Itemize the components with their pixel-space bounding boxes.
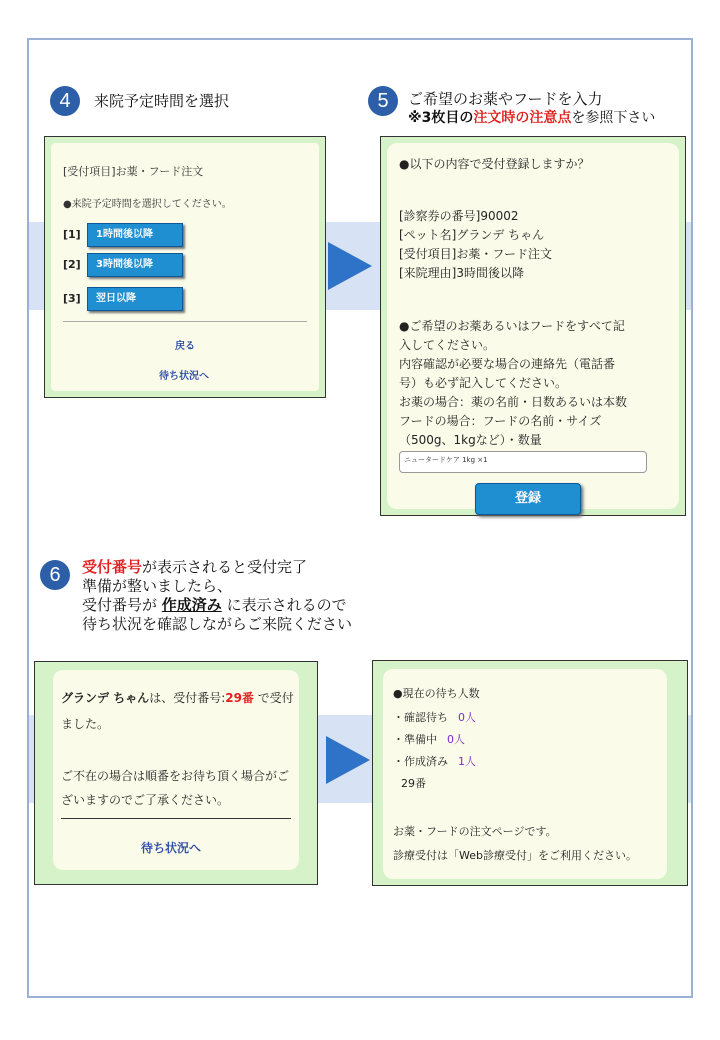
time-option-2-button[interactable]: 3時間後以降 xyxy=(87,253,183,277)
step-4-badge: 4 xyxy=(50,86,80,116)
footer-note-1: お薬・フードの注文ページです。 xyxy=(393,825,557,838)
order-confirm-screen xyxy=(380,136,686,516)
step-6-line3-a: 受付番号が xyxy=(82,596,162,614)
absence-note-1: ご不在の場合は順番をお待ち頂く場合がご xyxy=(61,769,290,783)
reception-complete-screen xyxy=(34,661,318,885)
absence-note-2: ざいますのでご了承ください。 xyxy=(61,793,230,807)
info-card-number: [診察券の番号]90002 xyxy=(399,209,519,223)
step-6-made-label: 作成済み xyxy=(161,596,222,614)
info-pet-name: [ペット名]グランデ ちゃん xyxy=(399,228,545,242)
status-label: ・確認待ち xyxy=(393,711,448,724)
pet-name: グランデ ちゃん xyxy=(61,691,150,705)
status-row-confirm xyxy=(393,709,476,725)
step-6-line1 xyxy=(82,558,307,577)
wait-heading: ●現在の待ち人数 xyxy=(393,687,480,700)
wait-status-link[interactable]: 待ち状況へ xyxy=(141,841,202,855)
reception-text-2: で受付 xyxy=(253,691,294,705)
instruction-line: お薬の場合：薬の名前・日数あるいは本数 xyxy=(399,395,628,409)
reception-message-2: ました。 xyxy=(61,717,110,731)
status-label: ・準備中 xyxy=(393,733,437,746)
instruction-line: フードの場合：フードの名前・サイズ xyxy=(399,414,602,428)
time-option-2-num: [2] xyxy=(63,258,81,271)
reception-item-title: [受付項目]お薬・フード注文 xyxy=(63,165,204,178)
time-select-screen xyxy=(44,136,326,398)
instruction-line: 内容確認が必要な場合の連絡先（電話番 xyxy=(399,357,616,371)
time-select-prompt: ●来院予定時間を選択してください。 xyxy=(63,199,232,210)
step-6-line2: 準備が整いましたら、 xyxy=(82,577,233,595)
status-label: ・作成済み xyxy=(393,755,448,768)
wait-status-link[interactable]: 待ち状況へ xyxy=(159,371,209,382)
step-5-title: ご希望のお薬やフードを入力 xyxy=(408,90,603,108)
time-option-3-num: [3] xyxy=(63,292,81,305)
step-6-line4: 待ち状況を確認しながらご来院ください xyxy=(82,615,353,633)
step-6-number-label: 受付番号 xyxy=(82,558,143,576)
step-4-title: 来院予定時間を選択 xyxy=(94,92,230,110)
status-row-preparing xyxy=(393,731,465,747)
time-option-1-num: [1] xyxy=(63,228,81,241)
time-option-3 xyxy=(63,287,183,311)
step-6-line3 xyxy=(82,596,347,615)
divider xyxy=(61,818,291,819)
reception-number: 29番 xyxy=(225,691,254,705)
time-option-1 xyxy=(63,223,183,247)
step-5-note xyxy=(408,109,655,128)
status-count: 0人 xyxy=(458,711,476,724)
status-count: 1人 xyxy=(458,755,476,768)
status-row-done xyxy=(393,753,476,769)
register-button[interactable]: 登録 xyxy=(475,483,581,515)
reception-complete-card xyxy=(53,670,299,870)
divider xyxy=(63,321,307,322)
time-option-2 xyxy=(63,253,183,277)
back-link[interactable]: 戻る xyxy=(175,341,195,352)
instruction-line: 入してください。 xyxy=(399,338,496,352)
order-input[interactable]: ニュータードケア 1kg ×1 xyxy=(399,451,647,473)
wait-status-screen xyxy=(372,660,688,886)
instruction-line: 号）も必ず記入してください。 xyxy=(399,376,568,390)
time-option-3-button[interactable]: 翌日以降 xyxy=(87,287,183,311)
arrow-right-icon xyxy=(328,242,372,290)
reception-text: は、受付番号: xyxy=(149,691,226,705)
step-6-line3-c: に表示されるので xyxy=(221,596,347,614)
reception-message xyxy=(61,686,294,710)
order-confirm-card xyxy=(387,143,679,509)
info-reception-item: [受付項目]お薬・フード注文 xyxy=(399,247,553,261)
wait-status-card xyxy=(383,669,667,879)
arrow-right-icon xyxy=(326,736,370,784)
ready-number: 29番 xyxy=(401,777,426,790)
step-5-note-red: 注文時の注意点 xyxy=(473,110,572,126)
confirm-question: ●以下の内容で受付登録しますか？ xyxy=(399,157,590,171)
time-select-card xyxy=(51,143,319,391)
footer-note-2: 診療受付は「Web診療受付」をご利用ください。 xyxy=(393,849,637,862)
step-6-badge: 6 xyxy=(40,560,70,590)
step-6-line1-rest: が表示されると受付完了 xyxy=(142,558,308,576)
instruction-line: ●ご希望のお薬あるいはフードをすべて記 xyxy=(399,319,625,333)
step-5-note-prefix: ※3枚目の xyxy=(408,110,474,126)
instruction-line: （500g、1kgなど）・数量 xyxy=(399,433,542,447)
status-count: 0人 xyxy=(447,733,465,746)
step-5-note-suffix: を参照下さい xyxy=(571,110,656,126)
step-5-badge: 5 xyxy=(368,86,398,116)
info-visit-reason: [来院理由]3時間後以降 xyxy=(399,266,524,280)
time-option-1-button[interactable]: 1時間後以降 xyxy=(87,223,183,247)
